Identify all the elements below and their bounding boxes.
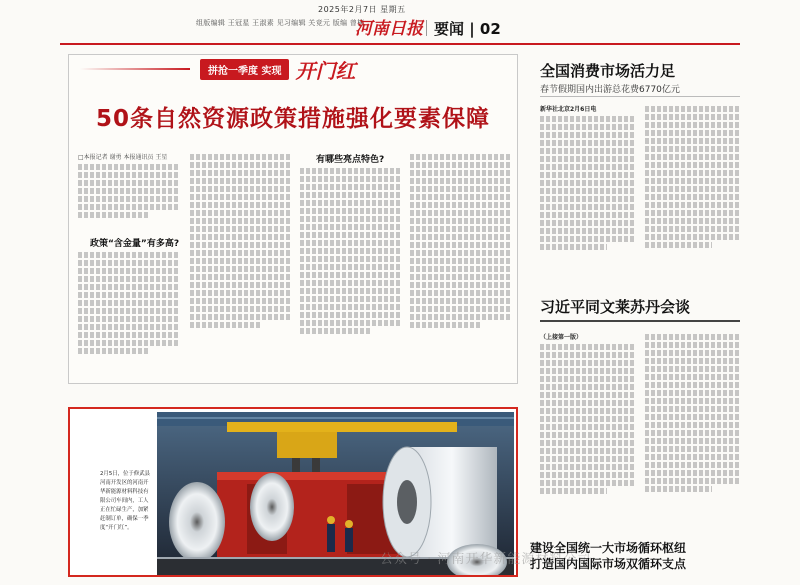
kicker-decoration (80, 68, 190, 70)
main-headline: 50条自然资源政策措施强化要素保障 (95, 106, 490, 132)
photo-caption-text: 2月5日，位于修武县河南开发区的河南开华新能源材料科技有限公司车间内，工人正在忙碌生产，加紧赶制订单，确保一季度“开门红”。 (100, 471, 150, 531)
body-column-4 (410, 152, 510, 380)
header-rule (60, 43, 740, 45)
right-body-2a (540, 342, 635, 532)
subhead-policy: 政策“含金量”有多高? (90, 239, 180, 249)
bottom-title-line-2: 打造国内国际市场双循环支点 (530, 557, 687, 571)
right-rule-1 (540, 96, 740, 97)
body-column-3 (300, 166, 400, 380)
right-body-2b (645, 332, 740, 532)
bottom-feature-title (530, 540, 730, 572)
body-column-1b (78, 250, 178, 380)
header-divider (426, 20, 427, 36)
section-label: 要闻 | 02 (434, 20, 501, 38)
right-subheadline-consumption: 春节假期国内出游总花费6770亿元 (540, 85, 680, 95)
main-byline: □本报记者 谢勇 本报通讯员 王星 (78, 154, 168, 161)
photo-caption (100, 470, 152, 533)
right-headline-consumption: 全国消费市场活力足 (540, 62, 676, 80)
article-kicker (200, 58, 356, 83)
right-headline-talks: 习近平同文莱苏丹会谈 (540, 298, 691, 316)
issue-date: 2025年2月7日 星期五 (318, 5, 406, 14)
watermark: 公众号 · 河南开华新能源材料公司 (380, 552, 592, 567)
right-body-1a (540, 114, 635, 284)
body-column-1a (78, 162, 178, 230)
right-rule-2 (540, 320, 740, 322)
editor-credits: 组版编辑 王冠星 王淑素 见习编辑 关竞元 版编 曾楠 (196, 19, 365, 27)
right-byline-consumption: 新华社北京2月6日电 (540, 106, 597, 113)
page-header (0, 0, 800, 44)
subhead-highlights: 有哪些亮点特色? (316, 155, 385, 165)
kicker-brand: 开门红 (295, 58, 356, 83)
body-column-2 (190, 152, 290, 380)
newspaper-logo: 河南日报 (355, 19, 423, 39)
bottom-title-line-1: 建设全国统一大市场循环枢纽 (530, 541, 687, 555)
kicker-label: 拼抢一季度 实现 (200, 59, 289, 80)
right-byline-talks: （上接第一版） (540, 334, 583, 341)
right-body-1b (645, 104, 740, 284)
